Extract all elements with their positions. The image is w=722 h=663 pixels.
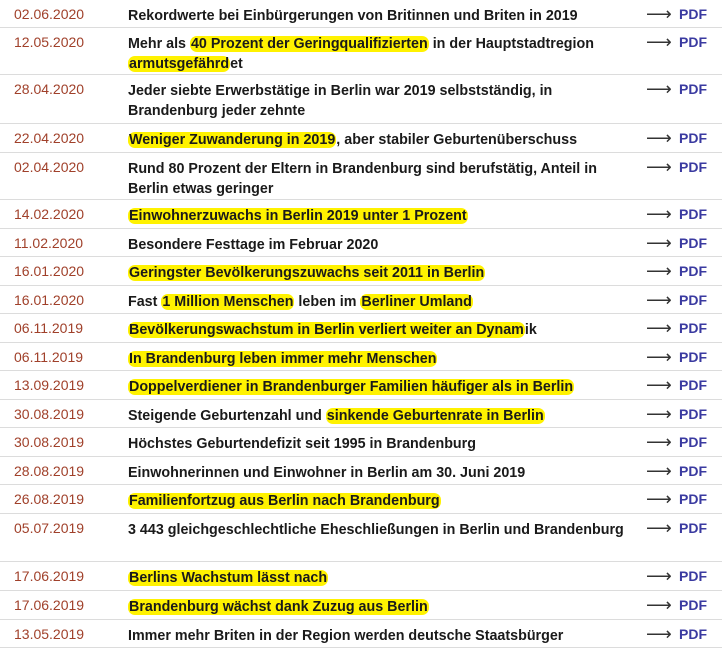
pdf-link[interactable]: PDF <box>679 34 707 50</box>
title-text: Rund 80 Prozent der Eltern in Brandenburg sind berufstätig, Anteil in Berlin etwas geringer <box>128 161 597 197</box>
release-date: 02.04.2020 <box>14 159 85 175</box>
pdf-link[interactable]: PDF <box>679 406 707 422</box>
list-item <box>0 200 722 229</box>
arrow-right-icon: ⟶ <box>646 461 672 481</box>
title-text: Besondere Festtage im Februar 2020 <box>128 237 379 253</box>
arrow-right-icon: ⟶ <box>646 290 672 310</box>
arrow-right-icon: ⟶ <box>646 375 672 395</box>
release-date: 17.06.2019 <box>14 597 85 613</box>
list-item <box>0 343 722 371</box>
release-date: 26.08.2019 <box>14 491 85 507</box>
arrow-right-icon: ⟶ <box>646 595 672 615</box>
release-date: 30.08.2019 <box>14 434 85 450</box>
title-text: Rekordwerte bei Einbürgerungen von Britinnen und Briten in 2019 <box>128 8 578 24</box>
release-date: 06.11.2019 <box>14 320 84 336</box>
arrow-right-icon: ⟶ <box>646 204 672 224</box>
title-text: in der Hauptstadtregion <box>428 36 594 52</box>
pdf-link[interactable]: PDF <box>679 463 707 479</box>
release-date: 16.01.2020 <box>14 292 85 308</box>
pdf-link[interactable]: PDF <box>679 597 707 613</box>
title-text: Höchstes Geburtendefizit seit 1995 in Brandenburg <box>128 436 476 452</box>
arrow-right-icon: ⟶ <box>646 432 672 452</box>
arrow-right-icon: ⟶ <box>646 4 672 24</box>
list-item <box>0 562 722 591</box>
release-date: 14.02.2020 <box>14 206 85 222</box>
release-date: 13.09.2019 <box>14 377 85 393</box>
arrow-right-icon: ⟶ <box>646 489 672 509</box>
highlighted-text: Einwohnerzuwachs in Berlin 2019 unter 1 Prozent <box>129 208 467 224</box>
pdf-link[interactable]: PDF <box>679 320 707 336</box>
list-item <box>0 314 722 343</box>
release-date: 05.07.2019 <box>14 520 85 536</box>
pdf-link[interactable]: PDF <box>679 263 707 279</box>
list-item <box>0 124 722 153</box>
release-title-link[interactable] <box>128 568 628 588</box>
release-title-link[interactable] <box>128 81 628 121</box>
pdf-link[interactable]: PDF <box>679 491 707 507</box>
title-text: leben im <box>294 294 361 310</box>
release-date: 16.01.2020 <box>14 263 85 279</box>
title-text: 3 443 gleichgeschlechtliche Eheschließungen in Berlin und Brandenburg <box>128 522 624 538</box>
release-date: 11.02.2020 <box>14 235 84 251</box>
highlighted-text: Berlins Wachstum lässt nach <box>129 570 328 586</box>
release-date: 06.11.2019 <box>14 349 84 365</box>
release-title-link[interactable] <box>128 235 628 255</box>
list-item <box>0 286 722 314</box>
release-date: 22.04.2020 <box>14 130 85 146</box>
arrow-right-icon: ⟶ <box>646 566 672 586</box>
highlighted-text: In Brandenburg leben immer mehr Menschen <box>129 351 437 367</box>
pdf-link[interactable]: PDF <box>679 626 707 642</box>
highlighted-text: Geringster Bevölkerungszuwachs seit 2011 in Berlin <box>129 265 485 281</box>
list-item <box>0 75 722 124</box>
release-date: 13.05.2019 <box>14 626 85 642</box>
list-item <box>0 0 722 28</box>
arrow-right-icon: ⟶ <box>646 624 672 644</box>
highlighted-text: Bevölkerungswachstum in Berlin verliert weiter an Dynam <box>129 322 524 338</box>
arrow-right-icon: ⟶ <box>646 518 672 538</box>
arrow-right-icon: ⟶ <box>646 347 672 367</box>
title-text: Jeder siebte Erwerbstätige in Berlin war 2019 selbstständig, in Brandenburg jeder zehnte <box>128 83 553 119</box>
release-title-link[interactable] <box>128 206 628 226</box>
list-item <box>0 257 722 286</box>
list-item <box>0 514 722 562</box>
list-item <box>0 428 722 457</box>
release-title-link[interactable] <box>128 292 628 312</box>
release-title-link[interactable] <box>128 34 628 74</box>
release-title-link[interactable] <box>128 463 628 483</box>
arrow-right-icon: ⟶ <box>646 404 672 424</box>
highlighted-text: 1 Million Menschen <box>162 294 294 310</box>
pdf-link[interactable]: PDF <box>679 349 707 365</box>
title-text: Einwohnerinnen und Einwohner in Berlin am 30. Juni 2019 <box>128 465 526 481</box>
release-title-link[interactable] <box>128 349 628 369</box>
arrow-right-icon: ⟶ <box>646 157 672 177</box>
release-title-link[interactable] <box>128 320 628 340</box>
highlighted-text: Brandenburg wächst dank Zuzug aus Berlin <box>129 599 428 615</box>
arrow-right-icon: ⟶ <box>646 32 672 52</box>
pdf-link[interactable]: PDF <box>679 159 707 175</box>
release-title-link[interactable] <box>128 520 628 540</box>
list-item <box>0 229 722 257</box>
highlighted-text: Berliner Umland <box>361 294 472 310</box>
title-text: ik <box>524 322 537 338</box>
release-title-link[interactable] <box>128 491 628 511</box>
pdf-link[interactable]: PDF <box>679 235 707 251</box>
release-date: 02.06.2020 <box>14 6 85 22</box>
list-item <box>0 485 722 514</box>
arrow-right-icon: ⟶ <box>646 318 672 338</box>
pdf-link[interactable]: PDF <box>679 377 707 393</box>
pdf-link[interactable]: PDF <box>679 130 707 146</box>
highlighted-text: sinkende Geburtenrate in Berlin <box>326 408 544 424</box>
release-title-link[interactable] <box>128 263 628 283</box>
release-title-link[interactable] <box>128 130 628 150</box>
list-item <box>0 591 722 620</box>
list-item <box>0 620 722 648</box>
title-text: Mehr als <box>128 36 190 52</box>
pdf-link[interactable]: PDF <box>679 6 707 22</box>
release-date: 28.08.2019 <box>14 463 85 479</box>
arrow-right-icon: ⟶ <box>646 128 672 148</box>
list-item <box>0 28 722 75</box>
title-text: Fast <box>128 294 162 310</box>
pdf-link[interactable]: PDF <box>679 206 707 222</box>
pdf-link[interactable]: PDF <box>679 568 707 584</box>
pdf-link[interactable]: PDF <box>679 292 707 308</box>
arrow-right-icon: ⟶ <box>646 79 672 99</box>
list-item <box>0 153 722 200</box>
release-title-link[interactable] <box>128 406 628 426</box>
release-date: 17.06.2019 <box>14 568 85 584</box>
release-date: 12.05.2020 <box>14 34 85 50</box>
release-title-link[interactable] <box>128 597 628 617</box>
arrow-right-icon: ⟶ <box>646 233 672 253</box>
release-title-link[interactable] <box>128 377 628 397</box>
list-item <box>0 400 722 428</box>
release-title-link[interactable] <box>128 626 628 646</box>
highlighted-text: Weniger Zuwanderung in 2019 <box>129 132 336 148</box>
title-text: et <box>230 56 243 72</box>
pdf-link[interactable]: PDF <box>679 520 707 536</box>
highlighted-text: Familienfortzug aus Berlin nach Brandenburg <box>129 493 440 509</box>
release-title-link[interactable] <box>128 434 628 454</box>
arrow-right-icon: ⟶ <box>646 261 672 281</box>
pdf-link[interactable]: PDF <box>679 434 707 450</box>
release-title-link[interactable] <box>128 159 628 199</box>
title-text: Immer mehr Briten in der Region werden deutsche Staatsbürger <box>128 628 564 644</box>
release-date: 28.04.2020 <box>14 81 85 97</box>
highlighted-text: Doppelverdiener in Brandenburger Familien häufiger als in Berlin <box>129 379 574 395</box>
highlighted-text: armutsgefährd <box>129 56 230 72</box>
pdf-link[interactable]: PDF <box>679 81 707 97</box>
title-text: , aber stabiler Geburtenüberschuss <box>336 132 578 148</box>
title-text: Steigende Geburtenzahl und <box>128 408 326 424</box>
release-title-link[interactable] <box>128 6 628 26</box>
list-item <box>0 371 722 400</box>
release-date: 30.08.2019 <box>14 406 85 422</box>
highlighted-text: 40 Prozent der Geringqualifizierten <box>190 36 428 52</box>
list-item <box>0 457 722 485</box>
